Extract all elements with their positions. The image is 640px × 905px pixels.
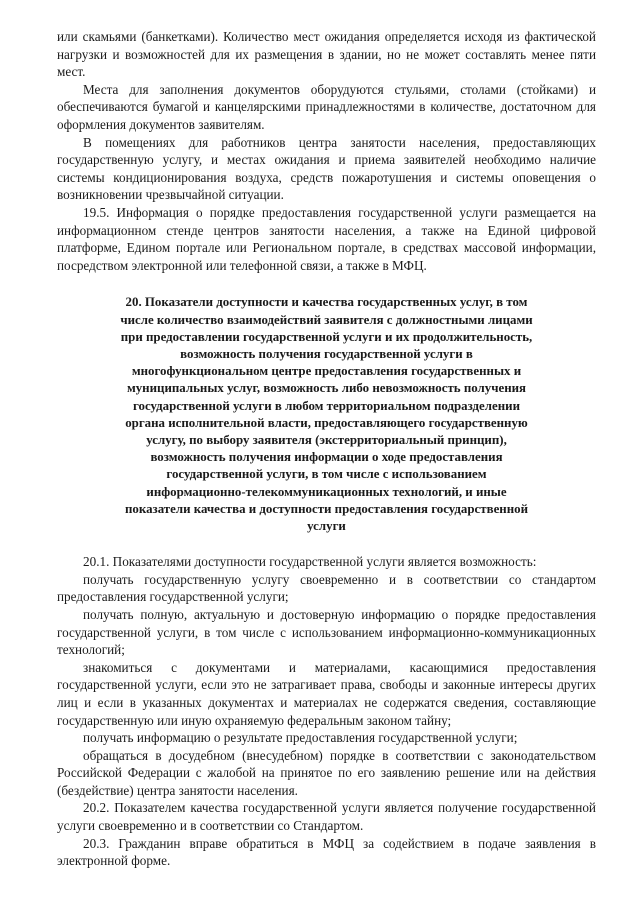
paragraph-20-1: 20.1. Показателями доступности государственной услуги является возможность: bbox=[83, 554, 537, 570]
section-heading: 20. Показатели доступности и качества государственных услуг, в том числе количество взаимодействий заявителя с должностными лицами при предоставлении государственной услуги и их продолжительность, возможность получения государственной услуги в многофункциональном центре предоставления государственных и муниципальных услуг, возможность либо невозможность получения государственной услуги в любом территориальном подразделении органа исполнительной власти, предоставляющего государственную услугу, по выбору заявителя (экстерриториальный принцип), возможность получения информации о ходе предоставления государственной услуги, в том числе с использованием информационно-телекоммуникационных технологий, и иные показатели качества и доступности предоставления государственной услуги bbox=[120, 295, 533, 533]
paragraph-20-3: 20.3. Гражданин вправе обратиться в МФЦ за содействием в подаче заявления в электронной форме. bbox=[57, 835, 596, 869]
list-item-result-info: получать информацию о результате предоставления государственной услуги; bbox=[83, 730, 518, 746]
paragraph-premises-equipment: В помещениях для работников центра занятости населения, предоставляющих государственную услугу, и местах ожидания и приема заявителей необходимо наличие системы кондиционирования воздуха, средств пожаротушения и системы оповещения о возникновении чрезвычайной ситуации. bbox=[57, 134, 596, 203]
paragraph-waiting-places: или скамьями (банкетками). Количество мест ожидания определяется исходя из фактической нагрузки и возможностей для их размещения в здании, но не может составлять менее пяти мест. bbox=[57, 29, 596, 80]
list-item-timely: получать государственную услугу своевременно и в соответствии со стандартом предоставления государственной услуги; bbox=[57, 571, 596, 605]
bottom-paragraphs bbox=[57, 553, 596, 870]
paragraph-document-places: Места для заполнения документов оборудуются стульями, столами (стойками) и обеспечиваются бумагой и канцелярскими принадлежностями в количестве, достаточном для оформления документов заявителям. bbox=[57, 81, 596, 132]
list-item-documents: знакомиться с документами и материалами, касающимися предоставления государственной услуги, если это не затрагивает права, свободы и законные интересы других лиц и если в указанных документах и материалах не содержатся сведения, составляющие государственную или иную охраняемую федеральным законом тайну; bbox=[57, 659, 596, 728]
list-item-appeal: обращаться в досудебном (внесудебном) порядке в соответствии с законодательством Российской Федерации с жалобой на принятое по его заявлению решение или на действия (бездействие) центра занятости населения. bbox=[57, 747, 596, 798]
list-item-information: получать полную, актуальную и достоверную информацию о порядке предоставления государственной услуги, в том числе с использованием информационно-коммуникационных технологий; bbox=[57, 606, 596, 658]
document-page bbox=[57, 28, 596, 870]
paragraph-20-2: 20.2. Показателем качества государственной услуги является получение государственной услуги своевременно и в соответствии со Стандартом. bbox=[57, 800, 596, 834]
paragraph-19-5: 19.5. Информация о порядке предоставления государственной услуги размещается на информационном стенде центров занятости населения, а также на Единой цифровой платформе, Едином портале или Региональном портале, в средствах массовой информации, посредством электронной или телефонной связи, а также в МФЦ. bbox=[57, 204, 596, 273]
top-paragraphs bbox=[57, 28, 596, 274]
